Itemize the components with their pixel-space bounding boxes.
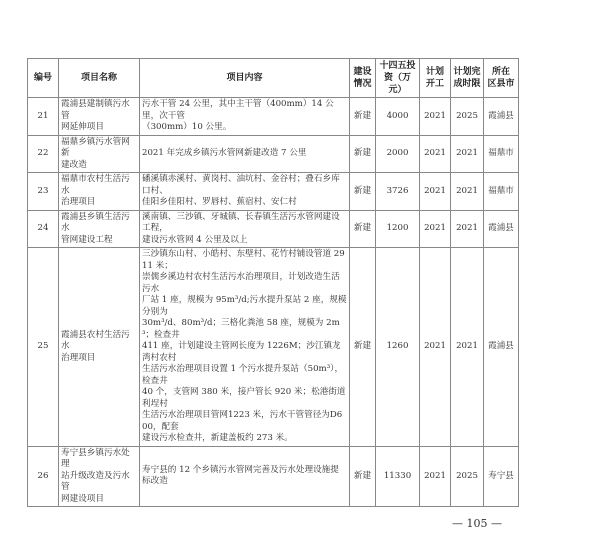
cell-content: [140, 248, 350, 447]
cell-county: 霞浦县: [484, 248, 519, 447]
header-line: 成时限: [453, 79, 481, 89]
content-line: 30m³/d、80m³/d；三格化粪池 58 座，规模为 2m³；检查井: [142, 318, 340, 340]
project-table: [27, 58, 519, 507]
cell-name: [59, 248, 140, 447]
cell-end: 2025: [451, 446, 484, 507]
cell-county: 福鼎市: [484, 135, 519, 173]
cell-start: 2021: [420, 248, 451, 447]
cell-content: [140, 173, 350, 211]
cell-no: 21: [28, 98, 59, 136]
header-line: 开工: [425, 79, 444, 89]
header-name: 项目名称: [59, 59, 140, 98]
cell-end: 2021: [451, 248, 484, 447]
name-line: 管网建设工程: [61, 234, 113, 245]
name-line: 建改造: [61, 159, 87, 170]
cell-county: 寿宁县: [484, 446, 519, 507]
header-row: [28, 59, 519, 98]
content-line: 污水干管 24 公里，其中主干管（400mm）14 公里，次干管: [142, 99, 334, 121]
header-line: 所在: [491, 67, 510, 77]
cell-status: 新建: [350, 248, 376, 447]
header-line: 区县市: [487, 79, 515, 89]
content-line: 崇儒乡溪边村农村生活污水治理项目，计划改造生活污水: [142, 272, 340, 294]
cell-status: 新建: [350, 173, 376, 211]
header-content: 项目内容: [140, 59, 350, 98]
header-end: [451, 59, 484, 98]
name-line: 霞浦县建制镇污水管: [61, 99, 130, 121]
name-line: 福鼎乡镇污水管网新: [61, 136, 130, 158]
name-line: 网建设项目: [61, 493, 104, 504]
cell-name: [59, 446, 140, 507]
cell-invest: 4000: [376, 98, 420, 136]
content-line: 佳阳乡佳阳村、罗唇村、蕉宿村、安仁村: [142, 197, 297, 207]
header-status: [350, 59, 376, 98]
table-row: [28, 446, 519, 507]
header-no: 编号: [28, 59, 59, 98]
name-line: 治理项目: [61, 197, 96, 207]
cell-invest: 1260: [376, 248, 420, 447]
content-line: 磻溪镇赤溪村、黄岗村、油坑村、金谷村；叠石乡库口村、: [142, 174, 340, 196]
cell-start: 2021: [420, 98, 451, 136]
name-line: 霞浦县农村生活污水: [61, 329, 130, 351]
table-row: [28, 98, 519, 136]
cell-start: 2021: [420, 135, 451, 173]
cell-end: 2021: [451, 210, 484, 248]
header-line: 资（万元）: [383, 73, 411, 95]
cell-invest: 2000: [376, 135, 420, 173]
content-line: 411 座，计划建设主管网长度为 1226M；沙江镇龙湾村农村: [142, 341, 341, 363]
content-line: （300mm）10 公里。: [142, 122, 232, 132]
cell-name: [59, 98, 140, 136]
header-line: 十四五投: [379, 61, 416, 71]
name-line: 治理项目: [61, 352, 96, 363]
cell-invest: 3726: [376, 173, 420, 211]
content-line: 建设污水检查井，新建盖板约 273 米。: [142, 433, 293, 443]
cell-start: 2021: [420, 173, 451, 211]
cell-status: 新建: [350, 446, 376, 507]
content-line: 厂站 1 座，规模为 95m³/d;污水提升泵站 2 座，规模分别为: [142, 295, 347, 317]
header-start: [420, 59, 451, 98]
cell-content: [140, 210, 350, 248]
content-line: 寿宁县的 12 个乡镇污水管网完善及污水处理设施提标改造: [142, 464, 339, 487]
cell-no: 23: [28, 173, 59, 211]
cell-no: 24: [28, 210, 59, 248]
header-line: 计划完: [453, 67, 481, 77]
content-line: 建设污水管网 4 公里及以上: [142, 234, 248, 245]
name-line: 霞浦县乡镇生活污水: [61, 211, 130, 233]
cell-start: 2021: [420, 446, 451, 507]
cell-no: 26: [28, 446, 59, 507]
cell-invest: 11330: [376, 446, 420, 507]
content-line: 三沙镇东山村、小皓村、东壁村、花竹村铺设管道 2911 米；: [142, 249, 345, 271]
header-line: 建设: [353, 67, 372, 77]
cell-content: [140, 135, 350, 173]
cell-no: 22: [28, 135, 59, 173]
table-row: [28, 248, 519, 447]
cell-status: 新建: [350, 98, 376, 136]
cell-status: 新建: [350, 210, 376, 248]
cell-county: 霞浦县: [484, 98, 519, 136]
cell-invest: 1200: [376, 210, 420, 248]
header-county: [484, 59, 519, 98]
cell-end: 2025: [451, 98, 484, 136]
content-line: 2021 年完成乡镇污水管网新建改造 7 公里: [142, 148, 307, 158]
cell-name: [59, 210, 140, 248]
cell-content: [140, 446, 350, 507]
table-row: [28, 210, 519, 248]
cell-status: 新建: [350, 135, 376, 173]
cell-name: [59, 173, 140, 211]
name-line: 寿宁县乡镇污水处理: [61, 447, 130, 469]
content-line: 生活污水治理项目管网1223 米，污水干管管径为D600，配套: [142, 410, 343, 432]
header-line: 情况: [353, 79, 372, 89]
header-line: 计划: [425, 67, 444, 77]
content-line: 40 个，支管网 380 米，接户管长 920 米；松港街道利埕村: [142, 387, 346, 409]
cell-county: 福鼎市: [484, 173, 519, 211]
content-line: 生活污水治理项目设置 1 个污水提升泵站（50m³），检查井: [142, 364, 344, 386]
name-line: 站升级改造及污水管: [61, 470, 130, 492]
table-row: [28, 135, 519, 173]
cell-end: 2021: [451, 173, 484, 211]
table-row: [28, 173, 519, 211]
content-line: 溪南镇、三沙镇、牙城镇、长春镇生活污水管网建设工程，: [142, 211, 340, 233]
header-invest: [376, 59, 420, 98]
name-line: 网延伸项目: [61, 122, 104, 132]
page-number: — 105 —: [452, 517, 502, 530]
cell-start: 2021: [420, 210, 451, 248]
cell-content: [140, 98, 350, 136]
cell-county: 霞浦县: [484, 210, 519, 248]
cell-end: 2021: [451, 135, 484, 173]
cell-no: 25: [28, 248, 59, 447]
cell-name: [59, 135, 140, 173]
name-line: 福鼎市农村生活污水: [61, 174, 130, 196]
